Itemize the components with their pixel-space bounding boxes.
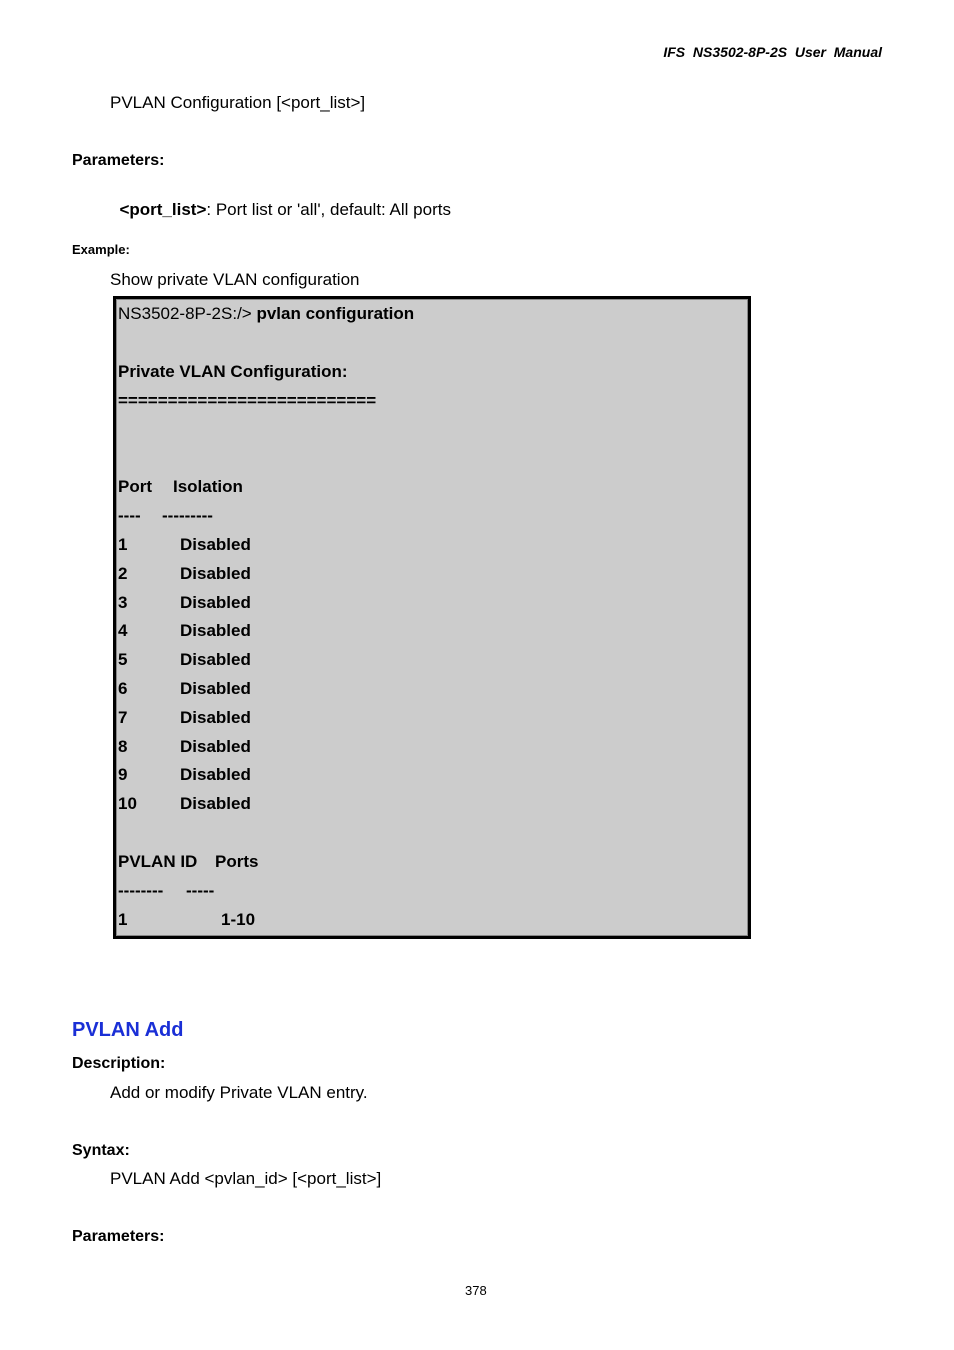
parameters-heading: Parameters: bbox=[72, 152, 165, 169]
isolation-status: Disabled bbox=[180, 679, 251, 698]
console-port-header bbox=[118, 477, 243, 497]
syntax-line: PVLAN Configuration [<port_list>] bbox=[110, 93, 366, 112]
param-port-list bbox=[110, 180, 451, 220]
dash-isolation: --------- bbox=[162, 506, 213, 525]
parameters-heading-2: Parameters: bbox=[72, 1228, 165, 1245]
port-row bbox=[118, 592, 251, 613]
syntax-text: PVLAN Add <pvlan_id> [<port_list>] bbox=[110, 1169, 382, 1188]
syntax-heading: Syntax: bbox=[72, 1142, 130, 1159]
isolation-status: Disabled bbox=[180, 535, 251, 554]
console-rule: ========================== bbox=[118, 391, 377, 410]
isolation-status: Disabled bbox=[180, 563, 251, 583]
example-heading: Example: bbox=[72, 242, 130, 257]
port-row bbox=[118, 679, 251, 699]
port-number: 9 bbox=[118, 765, 128, 785]
port-row bbox=[118, 707, 251, 728]
col-isolation: Isolation bbox=[173, 477, 243, 496]
console-port-dashes bbox=[118, 506, 213, 526]
isolation-status: Disabled bbox=[180, 650, 251, 670]
port-number: 7 bbox=[118, 707, 128, 727]
param-desc: : Port list or 'all', default: All ports bbox=[206, 200, 451, 219]
col-pvlan-id: PVLAN ID bbox=[118, 852, 198, 871]
pvlan-id: 1 bbox=[118, 910, 128, 929]
port-number: 4 bbox=[118, 621, 128, 641]
port-row bbox=[118, 535, 251, 555]
console-prompt: NS3502-8P-2S:/> bbox=[118, 304, 257, 323]
port-row bbox=[118, 563, 251, 584]
port-number: 1 bbox=[118, 535, 128, 554]
col-port: Port bbox=[118, 477, 152, 496]
dash-pvlan-id: -------- bbox=[118, 881, 164, 900]
console-section-title: Private VLAN Configuration: bbox=[118, 362, 348, 381]
console-command: pvlan configuration bbox=[256, 304, 415, 323]
port-row bbox=[118, 794, 251, 814]
port-number: 10 bbox=[118, 794, 137, 814]
page-header: IFS NS3502-8P-2S User Manual bbox=[663, 44, 882, 60]
isolation-status: Disabled bbox=[180, 794, 251, 814]
port-row bbox=[118, 736, 251, 757]
pvlan-ports: 1-10 bbox=[221, 910, 256, 929]
isolation-status: Disabled bbox=[180, 707, 251, 727]
param-name: <port_list> bbox=[119, 200, 207, 219]
port-row bbox=[118, 650, 251, 670]
port-number: 2 bbox=[118, 563, 128, 583]
console-output-box bbox=[113, 296, 751, 939]
example-description: Show private VLAN configuration bbox=[110, 270, 360, 289]
port-number: 8 bbox=[118, 736, 128, 756]
col-ports: Ports bbox=[215, 852, 259, 871]
page-number: 378 bbox=[465, 1283, 487, 1298]
console-pvlan-header bbox=[118, 852, 259, 872]
dash-ports: ----- bbox=[186, 881, 215, 900]
port-row bbox=[118, 765, 251, 785]
isolation-status: Disabled bbox=[180, 621, 251, 641]
port-row bbox=[118, 621, 251, 641]
port-number: 5 bbox=[118, 650, 128, 670]
section-title-pvlan-add: PVLAN Add bbox=[72, 1019, 184, 1041]
dash-port: ---- bbox=[118, 506, 141, 525]
isolation-status: Disabled bbox=[180, 592, 251, 612]
description-heading: Description: bbox=[72, 1055, 166, 1072]
isolation-status: Disabled bbox=[180, 736, 251, 756]
console-command-line bbox=[118, 304, 414, 324]
port-number: 6 bbox=[118, 679, 128, 698]
console-pvlan-dashes bbox=[118, 881, 215, 901]
isolation-status: Disabled bbox=[180, 765, 251, 785]
port-number: 3 bbox=[118, 592, 128, 612]
console-pvlan-row bbox=[118, 910, 256, 930]
description-text: Add or modify Private VLAN entry. bbox=[110, 1083, 368, 1102]
